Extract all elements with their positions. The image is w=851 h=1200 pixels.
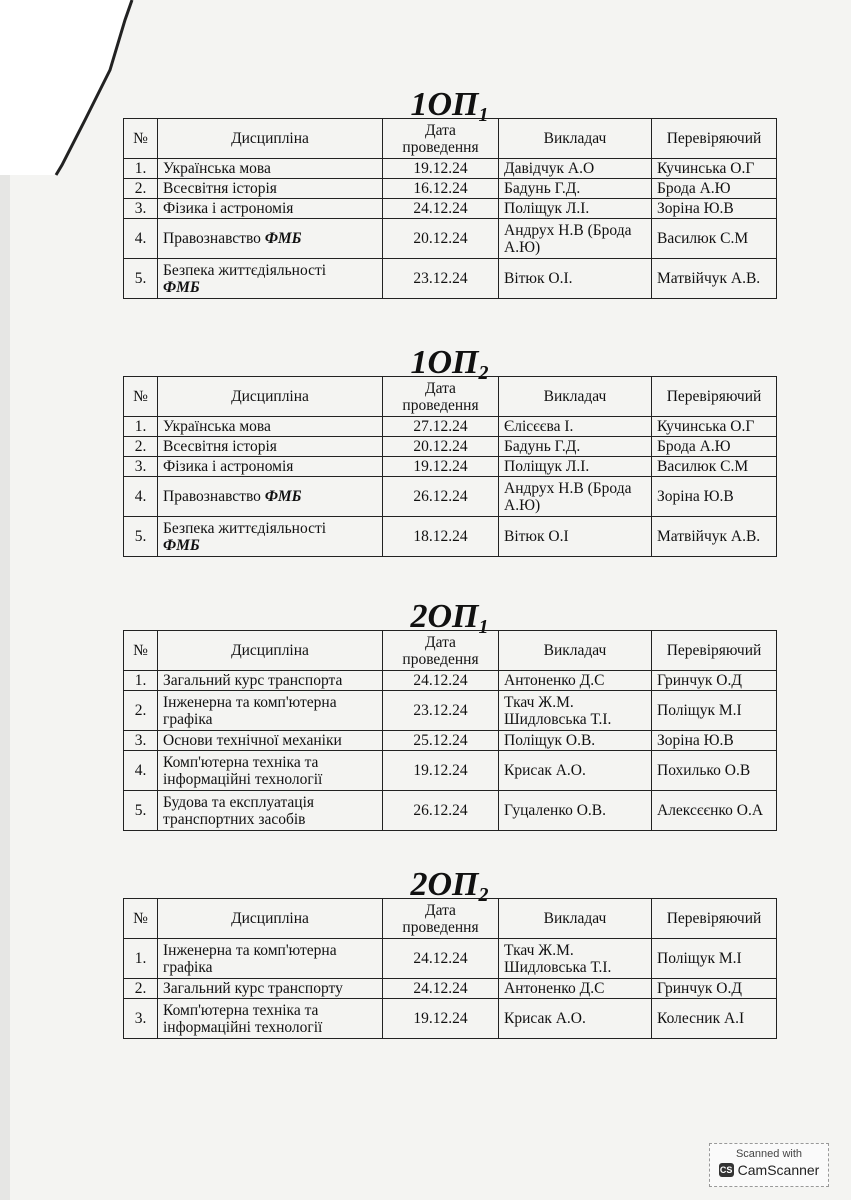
- table-header-row: [124, 899, 777, 939]
- table-row: [124, 999, 777, 1039]
- row-teacher: Ткач Ж.М. Шидловська Т.І.: [499, 939, 652, 979]
- table-row: [124, 179, 777, 199]
- header-reviewer: Перевіряючий: [652, 631, 777, 671]
- row-discipline: Правознавство ФМБ: [158, 477, 383, 517]
- row-date: 26.12.24: [383, 791, 499, 831]
- table-row: [124, 477, 777, 517]
- row-date: 19.12.24: [383, 159, 499, 179]
- row-num: 4.: [124, 477, 158, 517]
- row-reviewer: Поліщук М.І: [652, 691, 777, 731]
- header-reviewer: Перевіряючий: [652, 377, 777, 417]
- row-reviewer: Зоріна Ю.В: [652, 477, 777, 517]
- row-teacher: Крисак А.О.: [499, 999, 652, 1039]
- row-reviewer: Кучинська О.Г: [652, 417, 777, 437]
- row-discipline: Всесвітня історія: [158, 437, 383, 457]
- row-date: 23.12.24: [383, 259, 499, 299]
- row-teacher: Вітюк О.І.: [499, 259, 652, 299]
- table-header-row: [124, 119, 777, 159]
- camscanner-logo-icon: CS: [719, 1165, 733, 1175]
- header-num: №: [124, 899, 158, 939]
- row-teacher: Бадунь Г.Д.: [499, 179, 652, 199]
- row-num: 2.: [124, 179, 158, 199]
- table-header-row: [124, 377, 777, 417]
- header-discipline: Дисципліна: [158, 899, 383, 939]
- row-discipline: Правознавство ФМБ: [158, 219, 383, 259]
- row-num: 2.: [124, 437, 158, 457]
- fmb-mark: ФМБ: [163, 536, 200, 554]
- row-teacher: Андрух Н.В (Брода А.Ю): [499, 477, 652, 517]
- row-num: 5.: [124, 791, 158, 831]
- schedule-table: [123, 376, 777, 557]
- row-date: 24.12.24: [383, 199, 499, 219]
- table-row: [124, 417, 777, 437]
- header-reviewer: Перевіряючий: [652, 119, 777, 159]
- page-fold-shadow: [0, 0, 140, 1200]
- schedule-table: [123, 898, 777, 1039]
- row-discipline: Всесвітня історія: [158, 179, 383, 199]
- table-row: [124, 751, 777, 791]
- row-date: 23.12.24: [383, 691, 499, 731]
- row-discipline: Безпека життєдіяльності ФМБ: [158, 259, 383, 299]
- row-date: 25.12.24: [383, 731, 499, 751]
- row-date: 24.12.24: [383, 979, 499, 999]
- row-teacher: Антоненко Д.С: [499, 671, 652, 691]
- row-date: 27.12.24: [383, 417, 499, 437]
- row-teacher: Єлісєєва І.: [499, 417, 652, 437]
- row-discipline: Українська мова: [158, 159, 383, 179]
- row-discipline: Загальний курс транспорта: [158, 671, 383, 691]
- row-num: 4.: [124, 751, 158, 791]
- group-section: [123, 85, 776, 299]
- row-discipline: Основи технічної механіки: [158, 731, 383, 751]
- row-teacher: Андрух Н.В (Брода А.Ю): [499, 219, 652, 259]
- table-row: [124, 979, 777, 999]
- row-reviewer: Брода А.Ю: [652, 437, 777, 457]
- row-teacher: Поліщук Л.І.: [499, 457, 652, 477]
- row-date: 26.12.24: [383, 477, 499, 517]
- header-reviewer: Перевіряючий: [652, 899, 777, 939]
- row-teacher: Ткач Ж.М. Шидловська Т.І.: [499, 691, 652, 731]
- table-row: [124, 517, 777, 557]
- table-row: [124, 939, 777, 979]
- group-section: [123, 865, 776, 1039]
- row-teacher: Давідчук А.О: [499, 159, 652, 179]
- watermark-caption: Scanned with: [735, 1148, 803, 1160]
- table-row: [124, 159, 777, 179]
- row-discipline: Комп'ютерна техніка та інформаційні технології: [158, 999, 383, 1039]
- row-reviewer: Поліщук М.І: [652, 939, 777, 979]
- row-num: 3.: [124, 731, 158, 751]
- row-num: 1.: [124, 939, 158, 979]
- row-discipline: Будова та експлуатація транспортних засобів: [158, 791, 383, 831]
- fmb-mark: ФМБ: [264, 488, 302, 505]
- row-discipline: Фізика і астрономія: [158, 199, 383, 219]
- row-num: 2.: [124, 691, 158, 731]
- row-teacher: Гуцаленко О.В.: [499, 791, 652, 831]
- row-date: 19.12.24: [383, 457, 499, 477]
- row-reviewer: Брода А.Ю: [652, 179, 777, 199]
- row-reviewer: Матвійчук А.В.: [652, 517, 777, 557]
- header-teacher: Викладач: [499, 377, 652, 417]
- row-discipline: Інженерна та комп'ютерна графіка: [158, 691, 383, 731]
- row-date: 20.12.24: [383, 437, 499, 457]
- row-teacher: Поліщук Л.І.: [499, 199, 652, 219]
- row-teacher: Поліщук О.В.: [499, 731, 652, 751]
- row-reviewer: Алексєєнко О.А: [652, 791, 777, 831]
- group-title: $2ОП_2$: [410, 866, 489, 906]
- header-discipline: Дисципліна: [158, 631, 383, 671]
- row-date: 24.12.24: [383, 671, 499, 691]
- row-discipline: Загальний курс транспорту: [158, 979, 383, 999]
- table-row: [124, 671, 777, 691]
- row-date: 19.12.24: [383, 751, 499, 791]
- row-date: 24.12.24: [383, 939, 499, 979]
- group-title: $2ОП_1$: [410, 598, 489, 638]
- group-section: [123, 343, 776, 557]
- row-teacher: Бадунь Г.Д.: [499, 437, 652, 457]
- table-row: [124, 259, 777, 299]
- header-date: Дата проведення: [383, 377, 499, 417]
- table-row: [124, 791, 777, 831]
- row-date: 18.12.24: [383, 517, 499, 557]
- table-row: [124, 437, 777, 457]
- header-date: Дата проведення: [383, 899, 499, 939]
- row-date: 16.12.24: [383, 179, 499, 199]
- row-discipline: Інженерна та комп'ютерна графіка: [158, 939, 383, 979]
- row-num: 3.: [124, 999, 158, 1039]
- header-teacher: Викладач: [499, 119, 652, 159]
- row-discipline: Безпека життєдіяльності ФМБ: [158, 517, 383, 557]
- row-teacher: Вітюк О.І: [499, 517, 652, 557]
- row-reviewer: Зоріна Ю.В: [652, 199, 777, 219]
- row-date: 19.12.24: [383, 999, 499, 1039]
- row-discipline: Українська мова: [158, 417, 383, 437]
- group-title: $1ОП_1$: [410, 86, 489, 126]
- row-reviewer: Кучинська О.Г: [652, 159, 777, 179]
- row-num: 3.: [124, 457, 158, 477]
- fmb-mark: ФМБ: [163, 278, 200, 296]
- header-num: №: [124, 119, 158, 159]
- row-num: 1.: [124, 159, 158, 179]
- table-header-row: [124, 631, 777, 671]
- table-row: [124, 199, 777, 219]
- header-discipline: Дисципліна: [158, 377, 383, 417]
- row-discipline: Фізика і астрономія: [158, 457, 383, 477]
- row-num: 2.: [124, 979, 158, 999]
- group-title: $1ОП_2$: [410, 344, 489, 384]
- header-date: Дата проведення: [383, 119, 499, 159]
- row-num: 5.: [124, 259, 158, 299]
- group-section: [123, 597, 776, 831]
- row-num: 3.: [124, 199, 158, 219]
- row-teacher: Антоненко Д.С: [499, 979, 652, 999]
- row-num: 4.: [124, 219, 158, 259]
- row-reviewer: Колесник А.І: [652, 999, 777, 1039]
- row-reviewer: Гринчук О.Д: [652, 671, 777, 691]
- table-row: [124, 457, 777, 477]
- table-row: [124, 691, 777, 731]
- schedule-table: [123, 118, 777, 299]
- row-num: 1.: [124, 417, 158, 437]
- header-date: Дата проведення: [383, 631, 499, 671]
- header-num: №: [124, 377, 158, 417]
- header-discipline: Дисципліна: [158, 119, 383, 159]
- row-num: 1.: [124, 671, 158, 691]
- table-row: [124, 219, 777, 259]
- row-discipline: Комп'ютерна техніка та інформаційні технології: [158, 751, 383, 791]
- row-reviewer: Матвійчук А.В.: [652, 259, 777, 299]
- camscanner-watermark: [709, 1143, 829, 1187]
- header-teacher: Викладач: [499, 899, 652, 939]
- watermark-brand: CamScanner: [737, 1162, 820, 1178]
- row-reviewer: Василюк С.М: [652, 457, 777, 477]
- row-date: 20.12.24: [383, 219, 499, 259]
- table-row: [124, 731, 777, 751]
- row-reviewer: Зоріна Ю.В: [652, 731, 777, 751]
- header-num: №: [124, 631, 158, 671]
- schedule-table: [123, 630, 777, 831]
- row-reviewer: Василюк С.М: [652, 219, 777, 259]
- row-teacher: Крисак А.О.: [499, 751, 652, 791]
- row-reviewer: Похилько О.В: [652, 751, 777, 791]
- fmb-mark: ФМБ: [264, 230, 302, 247]
- header-teacher: Викладач: [499, 631, 652, 671]
- row-num: 5.: [124, 517, 158, 557]
- row-reviewer: Гринчук О.Д: [652, 979, 777, 999]
